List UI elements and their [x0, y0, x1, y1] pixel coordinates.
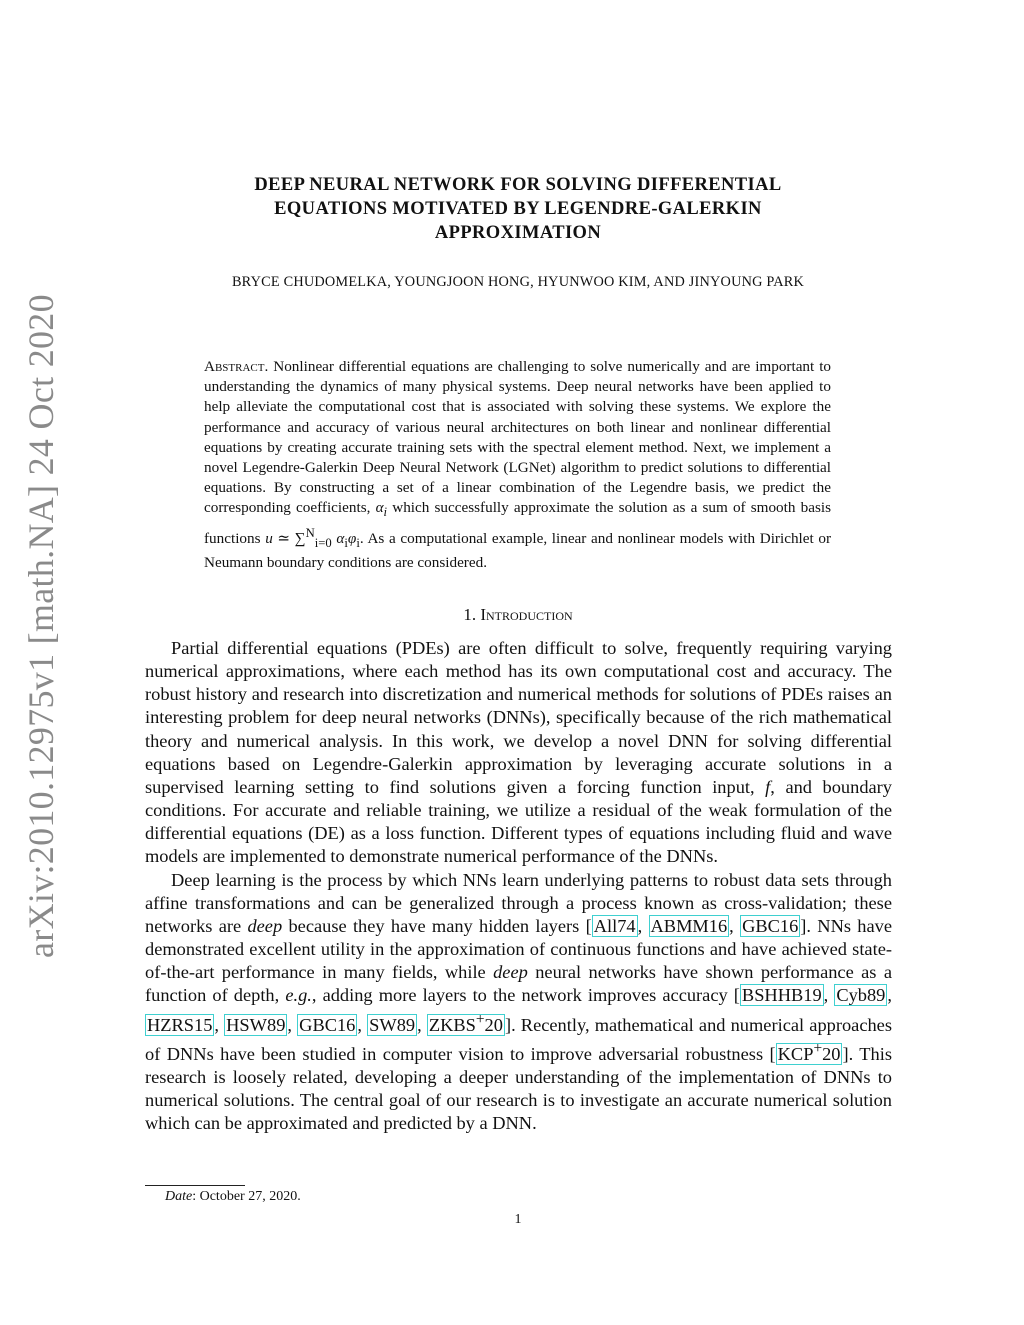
citation-gbc16-2[interactable]: GBC16	[299, 1014, 356, 1035]
citation-kcp20-year: 20	[822, 1043, 841, 1064]
paragraph-2-text-a: Deep learning is the process by which NNs learn underlying patterns to robust data sets through affine transformations and can be generalized through a process known as cross-validation; these networks are	[145, 869, 892, 936]
abstract-alpha-sub: i	[383, 505, 388, 520]
abstract-formula-phi-sub: i	[356, 535, 360, 550]
paragraph-2-text-e: , adding more layers to the network improves accuracy	[311, 985, 728, 1006]
emph-deep-2: deep	[493, 962, 528, 983]
citation-all74[interactable]: All74	[593, 915, 636, 936]
section-number: 1.	[463, 605, 477, 624]
paragraph-2: Deep learning is the process by which NNs learn underlying patterns to robust data sets through affine transformations and can be generalized through a process known as cross-validation; these networks are deep because they have many hidden layers [ All74 , ABMM16 , GBC16 ]. NNs have demonstrated excellent utility in the approximation of continuous functions and have achieved state-of-the-art performance in many fields, while deep neural networks have shown performance as a function of depth, e.g., adding more layers to the network improves accuracy [ BSHHB19 , Cyb89 , HZRS15 , HSW89 , GBC16 , SW89 , ZKBS+20 ]. Recently, mathematical and numerical approaches of DNNs have been studied in computer vision to improve adversarial robustness [ KCP+20 ]. This research is loosely related, developing a deeper understanding of the implementation of DNNs to numerical solutions. The central goal of our research is to investigate an accurate numerical solution which can be approximated and predicted by a DNN.	[145, 869, 893, 1134]
citation-cyb89[interactable]: Cyb89	[836, 985, 886, 1006]
abstract-formula-alpha-sub: i	[344, 535, 348, 550]
citation-zkbs20[interactable]	[427, 1010, 505, 1036]
arxiv-identifier-stamp: arXiv:2010.12975v1 [math.NA] 24 Oct 2020	[21, 294, 61, 958]
paragraph-1-text: Partial differential equations (PDEs) are often difficult to solve, frequently requiring varying numerical approximations, where each method has its own computational cost and accuracy. The robust history and research into discretization and numerical methods for solutions of PDEs raises an interesting problem for deep neural networks (DNNs), specifically because of the rich mathematical theory and numerical analysis. In this work, we develop a novel DNN for solving differential equations based on Legendre-Galerkin approximation by leveraging accurate solutions in a supervised learning setting to find solutions given a forcing function input,	[145, 638, 892, 797]
citation-sw89[interactable]: SW89	[369, 1014, 416, 1035]
title-line-3: APPROXIMATION	[434, 223, 602, 243]
date-footnote	[165, 1188, 301, 1206]
abstract-text-3: . As a computational example, linear and nonlinear models with Dirichlet or Neumann boundary conditions are considered.	[204, 529, 832, 571]
paragraph-2-text-d: neural networks have shown performance as a function of depth,	[145, 962, 892, 1006]
paragraph-2-text-f: . Recently, mathematical and numerical approaches of DNNs have been studied in computer vision to improve adversarial robustness	[145, 1014, 892, 1064]
abstract-formula-phi: φ	[347, 529, 357, 547]
citation-zkbs20-key: ZKBS	[428, 1014, 476, 1035]
abstract-formula: u ≃ ∑	[265, 529, 306, 547]
footnote-label: Date	[165, 1189, 193, 1204]
citation-bshhb19[interactable]: BSHHB19	[741, 985, 822, 1006]
emph-deep-1: deep	[247, 915, 283, 936]
forcing-function-symbol: f	[765, 776, 771, 797]
abstract-text-2: which successfully approximate the solution as a sum of smooth basis functions	[204, 499, 831, 547]
abstract	[204, 357, 831, 573]
citation-abmm16[interactable]: ABMM16	[650, 915, 728, 936]
abstract-label: Abstract.	[204, 358, 269, 375]
page-number: 1	[514, 1212, 522, 1227]
paragraph-2-text-b: because they have many hidden layers	[288, 915, 580, 936]
citation-kcp20-sup: +	[813, 1039, 823, 1057]
paragraph-1	[145, 637, 892, 869]
title-line-2: EQUATIONS MOTIVATED BY LEGENDRE-GALERKIN	[274, 199, 762, 219]
author-list: BRYCE CHUDOMELKA, YOUNGJOON HONG, HYUNWOO KIM, AND JINYOUNG PARK	[231, 274, 805, 290]
abstract-text-1: Nonlinear differential equations are challenging to solve numerically and are important to understanding the dynamics of many physical systems. Deep neural networks have been applied to help alleviate the computational cost that is associated with solving these systems. We explore the performance and accuracy of various neural architectures on both linear and nonlinear differential equations by creating accurate training sets with the spectral element method. Next, we implement a novel Legendre-Galerkin Deep Neural Network (LGNet) algorithm to predict solutions to differential equations. By constructing a set of a linear combination of the Legendre basis, we predict the corresponding coefficients,	[204, 358, 832, 517]
title-line-1: DEEP NEURAL NETWORK FOR SOLVING DIFFERENTIAL	[254, 175, 782, 195]
footnote-rule	[145, 1185, 245, 1186]
abstract-alpha: α	[375, 499, 384, 517]
citation-zkbs20-sup: +	[475, 1010, 485, 1028]
citation-kcp20-key: KCP	[777, 1043, 814, 1064]
emph-eg: e.g.	[285, 985, 312, 1006]
citation-hzrs15[interactable]: HZRS15	[147, 1014, 213, 1035]
citation-gbc16[interactable]: GBC16	[742, 915, 799, 936]
citation-hsw89[interactable]: HSW89	[226, 1014, 286, 1035]
abstract-formula-sup: N	[305, 525, 315, 540]
section-heading	[140, 604, 896, 626]
citation-zkbs20-year: 20	[484, 1014, 503, 1035]
section-title: Introduction	[480, 605, 573, 624]
paragraph-2-text-c: . NNs have demonstrated excellent utility in the approximation of continuous functions and have achieved state-of-the-art performance in many fields, while	[145, 915, 893, 983]
abstract-formula-sub: i=0	[314, 535, 332, 550]
introduction-body	[145, 637, 892, 1136]
paragraph-1-tail: , and boundary conditions. For accurate and reliable training, we utilize a residual of the weak formulation of the differential equations (DE) as a loss function. Different types of equations including fluid and wave models are implemented to demonstrate numerical performance of the DNNs.	[145, 776, 893, 867]
citation-kcp20[interactable]	[776, 1039, 843, 1065]
paper-title	[150, 173, 886, 245]
paragraph-2-text-g: . This research is loosely related, developing a deeper understanding of the implementation of DNNs to numerical solutions. The central goal of our research is to investigate an accurate numerical solution which can be approximated and predicted by a DNN.	[145, 1043, 892, 1134]
abstract-formula-alpha: α	[336, 529, 345, 547]
footnote-value: : October 27, 2020.	[192, 1189, 301, 1204]
